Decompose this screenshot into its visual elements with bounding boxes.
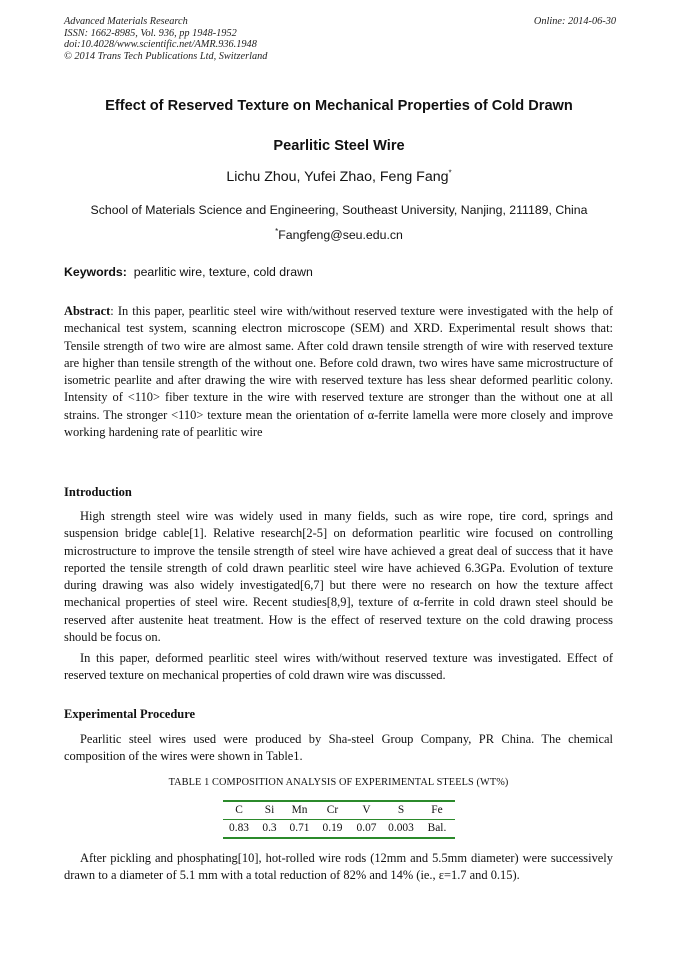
composition-table (223, 800, 455, 839)
table-cell: 0.3 (262, 822, 277, 834)
journal-issn: ISSN: 1662-8985, Vol. 936, pp 1948-1952 (64, 27, 237, 39)
abstract-text: : In this paper, pearlitic steel wire with/without reserved texture were investigated with the help of mechanical test system, scanning electron microscope (SEM) and XRD. Experimental result shows that: Tensile strength of two wire are almost same. After cold drawn tensile strength of wire with reserved texture are higher than tensile strength of the without one. Before cold drawn, two wires have same microstructure of isometric pearlite and after drawing the wire with reserved texture has less shear deformed pearlitic colony. Intensity of <110> fiber texture in the wire with reserved texture are stronger than the without one at all strains. The stronger <110> texture mean the orientation of α-ferrite lamella were more closely and improve working hardening rate of pearlitic wire (64, 304, 613, 440)
experimental-paragraph-2: After pickling and phosphating[10], hot-rolled wire rods (12mm and 5.5mm diameter) were successively drawn to a diameter of 5.1 mm with a total reduction of 82% and 14% (ie., ε=1.7 and 0.15). (64, 851, 613, 883)
table-cell: Bal. (427, 822, 447, 834)
authors (60, 167, 618, 187)
introduction-paragraph-2: In this paper, deformed pearlitic steel wires with/without reserved texture was investigated. Effect of reserved texture on mechanical properties of cold drawn wire was discussed. (64, 651, 613, 683)
table-header-row (223, 801, 455, 820)
author-mark: * (448, 168, 452, 178)
online-date: Online: 2014-06-30 (533, 16, 616, 27)
email-address[interactable]: Fangfeng@seu.edu.cn (278, 228, 403, 242)
abstract-label: Abstract (64, 304, 111, 318)
introduction-paragraph-1: High strength steel wire was widely used in many fields, such as wire rope, tire cord, springs and suspension bridge cable[1]. Relative research[2-5] on deformation pearlitic wire focused on controlling microstructure to improve the tensile strength of steel wire have achieved a great deal of success that it have reported the tensile strength of cold drawn pearlitic steel wire have achieved 6.3GPa. Evolution of texture during drawing was also widely investigated[6,7] but there were no research on how the texture affect mechanical properties of steel wire. Recent studies[8,9], texture of α-ferrite in cold drawn steel should be reserved after austenite heat treatment. How is the effect of reserved texture on the cold drawing process should be focus on. (64, 509, 613, 645)
keywords-text: pearlitic wire, texture, cold drawn (133, 265, 313, 279)
table-header-cell: V (362, 804, 371, 816)
keywords (64, 264, 616, 280)
table-header-cell: Fe (431, 804, 443, 816)
table-row (223, 820, 455, 839)
table-header-cell: Mn (291, 804, 308, 816)
table-header-cell: Si (264, 804, 275, 816)
journal-doi: doi:10.4028/www.scientific.net/AMR.936.1948 (64, 39, 257, 50)
table-cell: 0.003 (388, 822, 414, 834)
journal-header (64, 16, 616, 62)
section-heading-introduction: Introduction (64, 485, 132, 499)
table-cell: 0.71 (289, 822, 310, 834)
experimental-paragraph-1: Pearlitic steel wires used were produced by Sha-steel Group Company, PR China. The chemical composition of the wires were shown in Table1. (64, 732, 613, 764)
author-names: Lichu Zhou, Yufei Zhao, Feng Fang (226, 169, 449, 185)
paper-title (60, 86, 618, 166)
email-mark: * (275, 226, 279, 236)
table-header-cell: Cr (326, 804, 339, 816)
table-cell: 0.19 (322, 822, 343, 834)
author-email (60, 227, 618, 243)
keywords-label: Keywords (64, 265, 123, 279)
journal-name: Advanced Materials Research (64, 16, 188, 27)
title-line-2: Pearlitic Steel Wire (273, 138, 405, 154)
table-header-cell: C (235, 804, 243, 816)
section-heading-experimental: Experimental Procedure (64, 707, 196, 721)
table-caption: TABLE 1 COMPOSITION ANALYSIS OF EXPERIMENTAL STEELS (WT%) (168, 777, 509, 788)
affiliation: School of Materials Science and Engineering, Southeast University, Nanjing, 211189, China (90, 203, 588, 217)
abstract (64, 303, 613, 441)
table-header-cell: S (397, 804, 405, 816)
journal-copyright: © 2014 Trans Tech Publications Ltd, Switzerland (64, 50, 268, 62)
keywords-separator: : (122, 265, 127, 279)
title-line-1: Effect of Reserved Texture on Mechanical Properties of Cold Drawn (105, 98, 573, 114)
table-cell: 0.83 (229, 822, 249, 834)
table-cell: 0.07 (356, 822, 377, 834)
